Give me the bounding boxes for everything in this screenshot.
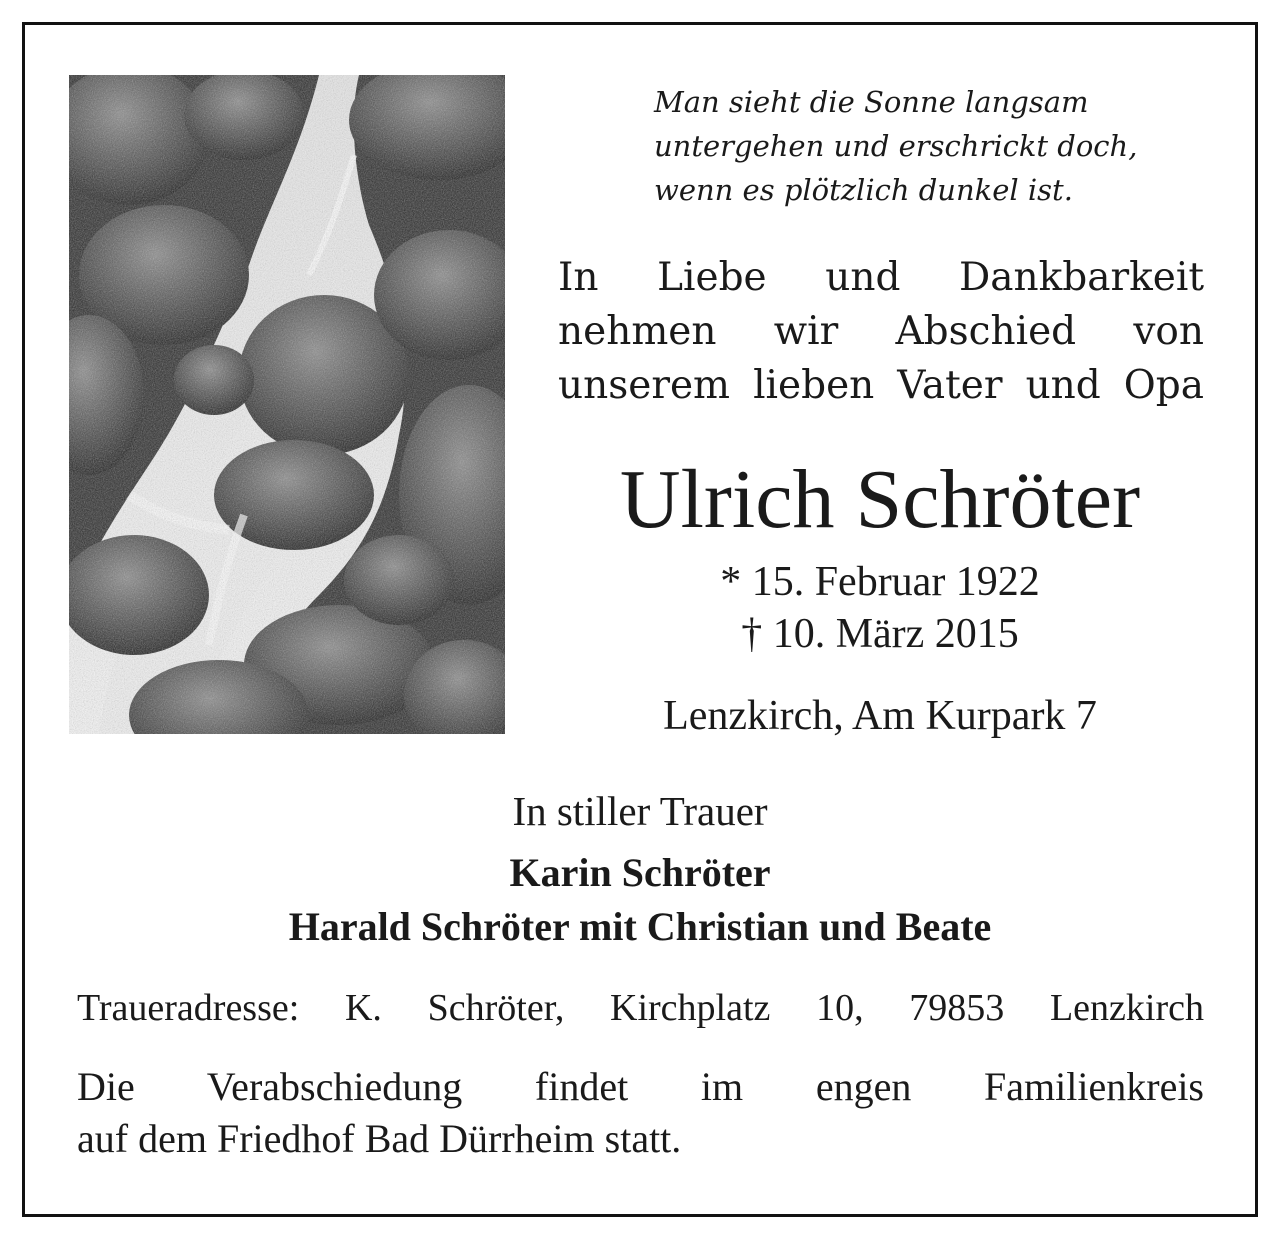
deceased-name: Ulrich Schröter — [619, 453, 1141, 546]
residence: Lenzkirch, Am Kurpark 7 — [663, 693, 1097, 739]
epigraph-quote — [654, 80, 1214, 212]
mourning-address: Traueradresse: K. Schröter, Kirchplatz 10, 79853 Lenzkirch — [77, 987, 1204, 1029]
ceremony-line: auf dem Friedhof Bad Dürrheim statt. — [77, 1116, 682, 1161]
birth-date: * 15. Februar 1922 — [720, 559, 1040, 605]
quote-line: untergehen und erschrickt doch, — [654, 129, 1138, 163]
ceremony-notice — [77, 1061, 1204, 1165]
intro-line: unserem lieben Vater und Opa — [558, 363, 1204, 408]
farewell-intro — [558, 251, 1204, 413]
stream-rocks-photo — [69, 75, 505, 734]
life-dates — [560, 556, 1200, 660]
quote-line: wenn es plötzlich dunkel ist. — [654, 173, 1073, 207]
photo-illustration — [69, 75, 505, 734]
mourner-names — [100, 846, 1180, 954]
mourner-name: Karin Schröter — [509, 850, 771, 895]
mourner-name: Harald Schröter mit Christian und Beate — [288, 904, 992, 949]
mourning-heading: In stiller Trauer — [512, 788, 768, 834]
intro-line: nehmen wir Abschied von — [558, 309, 1204, 354]
intro-line: In Liebe und Dankbarkeit — [558, 255, 1204, 300]
ceremony-line: Die Verabschiedung findet im engen Familienkreis — [77, 1064, 1204, 1109]
quote-line: Man sieht die Sonne langsam — [654, 85, 1089, 119]
death-date: † 10. März 2015 — [741, 611, 1019, 657]
